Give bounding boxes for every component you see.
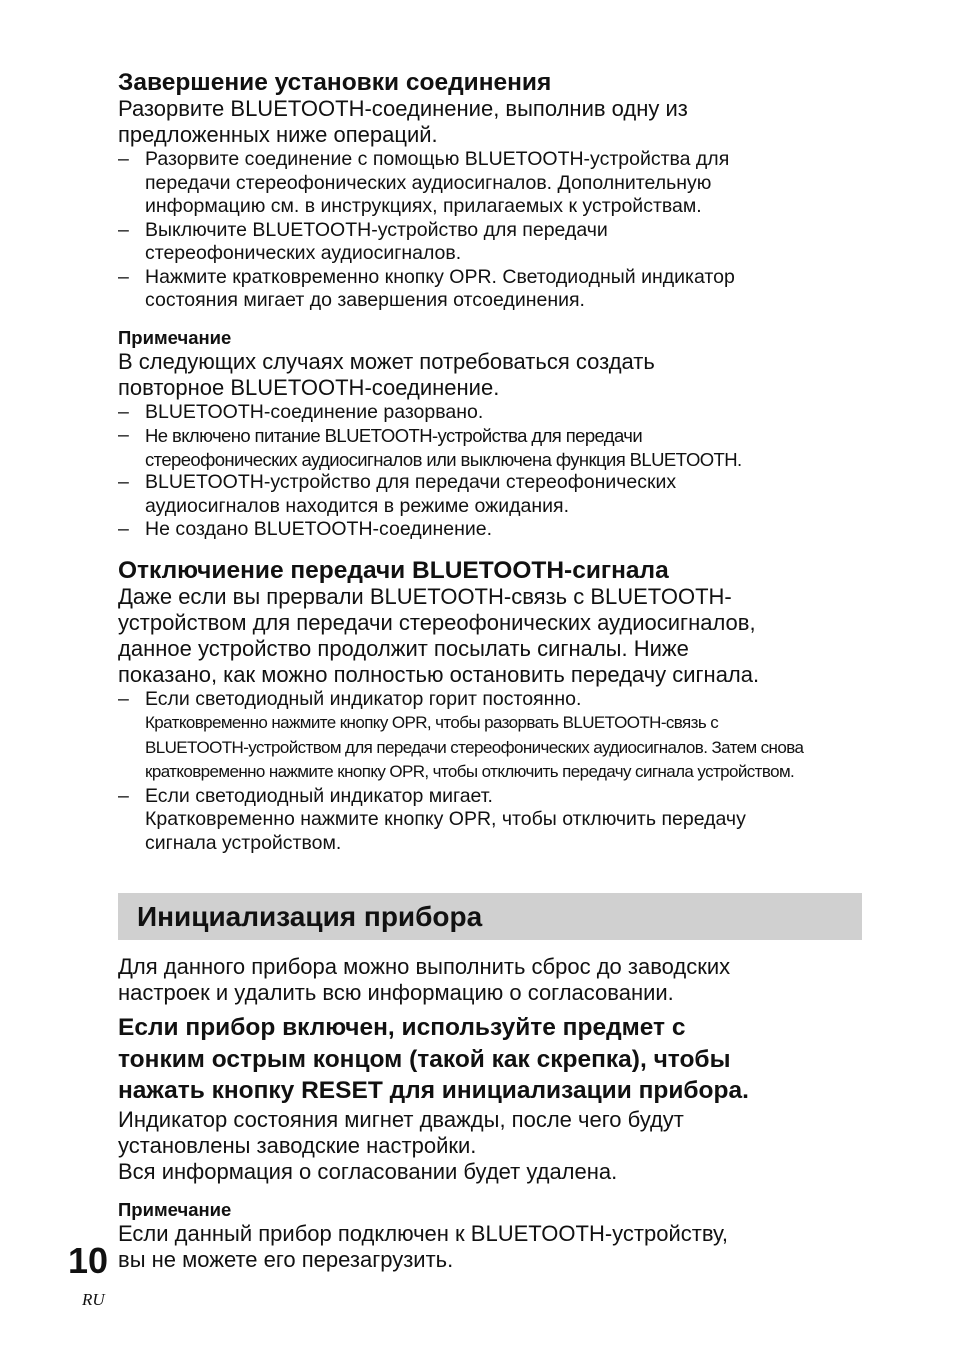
list-item-line: BLUETOOTH-устройством для передачи стереофонических аудиосигналов. Затем снова [145,737,804,757]
list-item-line: – Разорвите соединение с помощью BLUETOOTH-устройства для [145,148,730,170]
list-item [118,785,866,856]
list-item [118,266,866,313]
note-title: Примечание [118,1198,232,1220]
reconnect-cases-list [118,401,866,542]
list-item-lead: – Если светодиодный индикатор мигает. [145,784,493,807]
paragraph-line: Даже если вы прервали BLUETOOTH-связь с BLUETOOTH- [118,583,732,609]
paragraph-line: показано, как можно полностью остановить передачу сигнала. [118,661,760,687]
list-item [118,424,866,471]
note-text-line: вы не можете его перезагрузить. [118,1246,454,1272]
disconnect-methods-list [118,148,866,313]
note-text-line: Если данный прибор подключен к BLUETOOTH-устройству, [118,1220,728,1246]
note-text-line: В следующих случаях может потребоваться создать [118,348,655,374]
list-item-line: кратковременно нажмите кнопку OPR, чтобы отключить передачу сигнала устройством. [145,762,795,781]
list-item-line: состояния мигает до завершения отсоединения. [145,289,585,311]
signal-off-cases-list [118,688,866,856]
paragraph-line: данное устройство продолжит посылать сигналы. Ниже [118,635,689,661]
page-number: 10 [68,1240,109,1281]
list-item-line: – Нажмите кратковременно кнопку OPR. Светодиодный индикатор [145,265,735,288]
list-item-line: стереофонических аудиосигналов или выключена функция BLUETOOTH. [145,448,742,470]
list-item-line: информацию см. в инструкциях, прилагаемых к устройствам. [145,195,702,217]
paragraph-line: предложенных ниже операций. [118,122,438,147]
paragraph-line: Для данного прибора можно выполнить сброс до заводских [118,954,731,979]
section-heading-disable-signal: Отключиение передачи BLUETOOTH-сигнала [118,556,669,584]
list-item-line: сигнала устройством. [145,831,342,854]
note-text-line: повторное BLUETOOTH-соединение. [118,374,500,400]
document-page [118,70,866,1273]
list-item [118,219,866,266]
list-item-detail [145,711,866,785]
list-item [118,471,866,518]
paragraph-line: Разорвите BLUETOOTH-соединение, выполнив одну из [118,96,688,121]
list-item-line: – Не создано BLUETOOTH-соединение. [145,518,493,540]
instruction-line: Если прибор включен, используйте предмет с [118,1014,686,1041]
list-item [118,518,866,542]
list-item [118,401,866,425]
list-item [118,148,866,219]
instruction-line: тонким острым концом (такой как скрепка), чтобы [118,1045,731,1073]
list-item [118,688,866,785]
note-title: Примечание [118,326,232,348]
paragraph-line: Вся информация о согласовании будет удалена. [118,1158,618,1184]
list-item-line: Кратковременно нажмите кнопку OPR, чтобы разорвать BLUETOOTH-связь с [145,713,719,732]
paragraph-line: Индикатор состояния мигнет дважды, после чего будут [118,1106,684,1132]
paragraph-line: устройством для передачи стереофонических аудиосигналов, [118,609,756,635]
section-heading-finish-connection: Завершение установки соединения [118,69,552,96]
language-code: RU [82,1290,105,1309]
list-item-lead: – Если светодиодный индикатор горит постоянно. [145,687,582,710]
section-banner-initialization: Инициализация прибора [118,893,862,940]
list-item-line: аудиосигналов находится в режиме ожидания. [145,494,569,517]
instruction-line: нажать кнопку RESET для инициализации прибора. [118,1077,749,1104]
list-item-line: – Выключите BLUETOOTH-устройство для передачи [145,218,608,241]
list-item-line: – BLUETOOTH-соединение разорвано. [145,400,484,423]
paragraph-line: установлены заводские настройки. [118,1132,477,1158]
list-item-line: – Не включено питание BLUETOOTH-устройства для передачи [145,425,643,446]
list-item-line: передачи стереофонических аудиосигналов. Дополнительную [145,171,712,194]
list-item-line: – BLUETOOTH-устройство для передачи стереофонических [145,471,677,493]
paragraph-line: настроек и удалить всю информацию о согласовании. [118,980,674,1005]
list-item-line: Кратковременно нажмите кнопку OPR, чтобы отключить передачу [145,808,746,830]
list-item-line: стереофонических аудиосигналов. [145,242,462,264]
